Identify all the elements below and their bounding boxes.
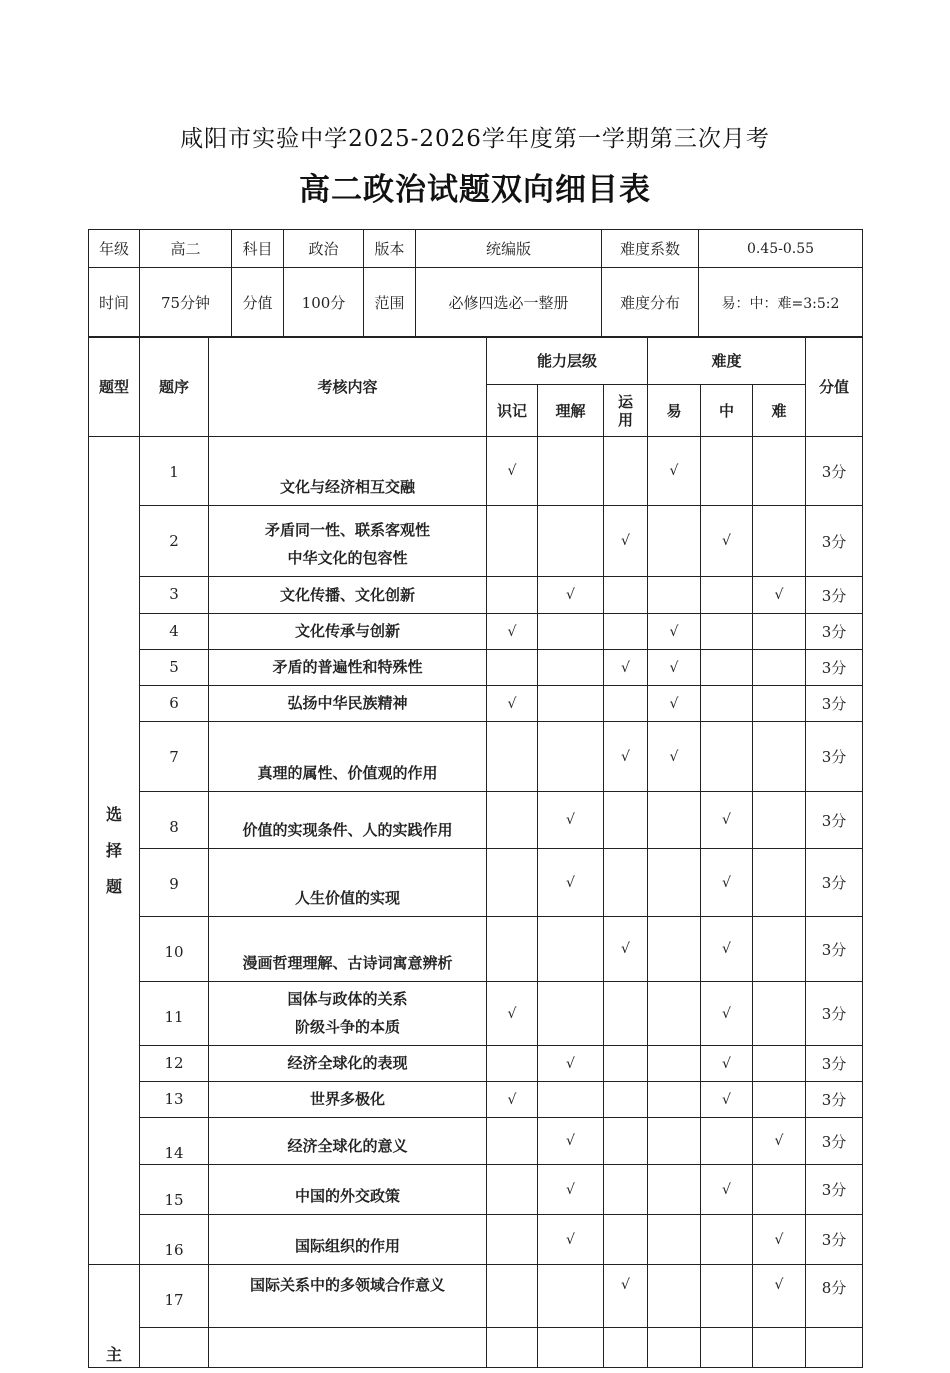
section-subjective-label: 主 — [105, 1345, 122, 1364]
difficulty-coef-label: 难度系数 — [602, 230, 699, 268]
recall-mark — [487, 1215, 538, 1265]
content-line: 国体与政体的关系 — [287, 990, 408, 1008]
distribution-value: 易：中：难=3:5:2 — [699, 268, 863, 338]
recall-mark — [487, 722, 538, 792]
understand-mark — [538, 650, 604, 686]
hard-mark: √ — [753, 577, 806, 614]
page-title: 高二政治试题双向细目表 — [299, 172, 651, 208]
easy-mark: √ — [648, 686, 701, 722]
question-content — [209, 686, 487, 722]
question-number: 17 — [140, 1265, 209, 1328]
section-choice — [89, 437, 140, 1265]
hard-mark — [753, 1165, 806, 1215]
points-value: 100分 — [284, 268, 364, 338]
medium-mark — [701, 1215, 753, 1265]
recall-mark — [487, 1265, 538, 1328]
empty-cell — [701, 1328, 753, 1368]
hard-mark: √ — [753, 1265, 806, 1328]
question-score: 3分 — [806, 506, 863, 577]
understand-mark: √ — [538, 1118, 604, 1165]
header-understand: 理解 — [538, 385, 604, 437]
content-line: 国际关系中的多领域合作意义 — [249, 1276, 445, 1294]
header-recall: 识记 — [487, 385, 538, 437]
understand-mark: √ — [538, 849, 604, 917]
header-apply-char: 运 — [617, 392, 633, 411]
question-score: 3分 — [806, 650, 863, 686]
medium-mark: √ — [701, 1165, 753, 1215]
question-number: 5 — [140, 650, 209, 686]
easy-mark: √ — [648, 722, 701, 792]
apply-mark: √ — [604, 722, 648, 792]
header-content: 考核内容 — [209, 337, 487, 437]
recall-mark — [487, 1118, 538, 1165]
header-ability: 能力层级 — [487, 337, 648, 385]
easy-mark — [648, 1118, 701, 1165]
header-apply-char: 用 — [617, 410, 633, 429]
question-score: 3分 — [806, 1215, 863, 1265]
understand-mark: √ — [538, 1165, 604, 1215]
content-line: 经济全球化的表现 — [287, 1054, 408, 1072]
medium-mark — [701, 686, 753, 722]
question-number: 16 — [140, 1215, 209, 1265]
hard-mark — [753, 792, 806, 849]
apply-mark — [604, 577, 648, 614]
apply-mark — [604, 1118, 648, 1165]
question-content — [209, 506, 487, 577]
content-line: 价值的实现条件、人的实践作用 — [242, 821, 453, 839]
recall-mark: √ — [487, 982, 538, 1046]
hard-mark — [753, 1046, 806, 1082]
header-difficulty: 难度 — [648, 337, 806, 385]
question-content — [209, 722, 487, 792]
header-apply-text — [604, 393, 647, 429]
grade-label: 年级 — [89, 230, 140, 268]
medium-mark — [701, 614, 753, 650]
hard-mark — [753, 686, 806, 722]
recall-mark — [487, 1046, 538, 1082]
hard-mark — [753, 614, 806, 650]
apply-mark — [604, 437, 648, 506]
content-line: 弘扬中华民族精神 — [287, 694, 408, 712]
easy-mark: √ — [648, 614, 701, 650]
apply-mark — [604, 1046, 648, 1082]
recall-mark — [487, 1165, 538, 1215]
recall-mark — [487, 917, 538, 982]
medium-mark — [701, 722, 753, 792]
table-row — [89, 650, 863, 686]
hard-mark — [753, 849, 806, 917]
question-number: 3 — [140, 577, 209, 614]
easy-mark — [648, 849, 701, 917]
apply-mark — [604, 792, 648, 849]
question-content — [209, 1215, 487, 1265]
apply-mark — [604, 982, 648, 1046]
understand-mark — [538, 506, 604, 577]
question-content — [209, 792, 487, 849]
recall-mark: √ — [487, 1082, 538, 1118]
recall-mark: √ — [487, 614, 538, 650]
question-score: 3分 — [806, 1165, 863, 1215]
content-line: 文化传播、文化创新 — [279, 586, 415, 604]
content-line: 经济全球化的意义 — [287, 1137, 408, 1155]
medium-mark — [701, 650, 753, 686]
apply-mark: √ — [604, 917, 648, 982]
table-row — [89, 614, 863, 650]
empty-cell — [140, 1328, 209, 1368]
grade-value: 高二 — [140, 230, 232, 268]
medium-mark: √ — [701, 1046, 753, 1082]
question-number: 1 — [140, 437, 209, 506]
hard-mark — [753, 1082, 806, 1118]
medium-mark — [701, 577, 753, 614]
question-score: 3分 — [806, 917, 863, 982]
scope-label: 范围 — [364, 268, 416, 338]
understand-mark — [538, 1082, 604, 1118]
easy-mark — [648, 506, 701, 577]
content-line: 漫画哲理理解、古诗词寓意辨析 — [242, 954, 453, 972]
recall-mark — [487, 577, 538, 614]
easy-mark — [648, 982, 701, 1046]
medium-mark — [701, 1118, 753, 1165]
understand-mark — [538, 614, 604, 650]
empty-cell — [806, 1328, 863, 1368]
time-label: 时间 — [89, 268, 140, 338]
question-number: 10 — [140, 917, 209, 982]
easy-mark — [648, 1082, 701, 1118]
question-content — [209, 1118, 487, 1165]
understand-mark — [538, 917, 604, 982]
hard-mark — [753, 506, 806, 577]
section-char: 择 — [105, 840, 122, 860]
recall-mark — [487, 849, 538, 917]
content-line: 矛盾的普遍性和特殊性 — [272, 658, 423, 676]
hard-mark — [753, 982, 806, 1046]
understand-mark — [538, 437, 604, 506]
difficulty-coef-value: 0.45-0.55 — [699, 230, 863, 268]
easy-mark — [648, 1046, 701, 1082]
content-line: 世界多极化 — [309, 1090, 385, 1108]
medium-mark: √ — [701, 982, 753, 1046]
understand-mark: √ — [538, 577, 604, 614]
question-score: 3分 — [806, 722, 863, 792]
question-number: 11 — [140, 982, 209, 1046]
hard-mark — [753, 917, 806, 982]
easy-mark — [648, 577, 701, 614]
question-number: 2 — [140, 506, 209, 577]
apply-mark — [604, 1082, 648, 1118]
empty-cell — [209, 1328, 487, 1368]
easy-mark: √ — [648, 437, 701, 506]
apply-mark — [604, 686, 648, 722]
table-row — [89, 1165, 863, 1215]
table-row — [89, 722, 863, 792]
hard-mark: √ — [753, 1118, 806, 1165]
title-line-1: 咸阳市实验中学2025-2026学年度第一学期第三次月考 — [180, 126, 770, 152]
recall-mark — [487, 506, 538, 577]
empty-cell — [487, 1328, 538, 1368]
content-line: 真理的属性、价值观的作用 — [257, 764, 438, 782]
question-number: 8 — [140, 792, 209, 849]
question-number: 13 — [140, 1082, 209, 1118]
easy-mark — [648, 1265, 701, 1328]
question-score: 3分 — [806, 1118, 863, 1165]
hard-mark — [753, 437, 806, 506]
empty-cell — [648, 1328, 701, 1368]
recall-mark — [487, 792, 538, 849]
question-score: 3分 — [806, 1082, 863, 1118]
empty-cell — [538, 1328, 604, 1368]
question-content — [209, 577, 487, 614]
content-line: 国际组织的作用 — [294, 1237, 400, 1255]
question-number: 14 — [140, 1118, 209, 1165]
hard-mark — [753, 722, 806, 792]
table-row — [89, 686, 863, 722]
content-line: 阶级斗争的本质 — [294, 1018, 400, 1036]
table-row — [89, 1046, 863, 1082]
understand-mark — [538, 982, 604, 1046]
easy-mark: √ — [648, 650, 701, 686]
question-score: 3分 — [806, 437, 863, 506]
understand-mark — [538, 1265, 604, 1328]
header-easy: 易 — [648, 385, 701, 437]
understand-mark: √ — [538, 1046, 604, 1082]
medium-mark: √ — [701, 506, 753, 577]
question-score: 3分 — [806, 849, 863, 917]
header-apply — [604, 385, 648, 437]
content-line: 矛盾同一性、联系客观性 — [264, 521, 430, 539]
table-row — [89, 506, 863, 577]
question-content — [209, 1046, 487, 1082]
spec-table — [88, 336, 863, 1368]
content-line: 人生价值的实现 — [294, 889, 400, 907]
hard-mark — [753, 650, 806, 686]
edition-value: 统编版 — [416, 230, 602, 268]
header-medium: 中 — [701, 385, 753, 437]
question-number: 4 — [140, 614, 209, 650]
subject-label: 科目 — [232, 230, 284, 268]
apply-mark — [604, 1165, 648, 1215]
empty-cell — [753, 1328, 806, 1368]
medium-mark: √ — [701, 917, 753, 982]
question-number: 15 — [140, 1165, 209, 1215]
question-score: 3分 — [806, 686, 863, 722]
understand-mark: √ — [538, 1215, 604, 1265]
apply-mark — [604, 614, 648, 650]
question-score: 3分 — [806, 1046, 863, 1082]
medium-mark — [701, 1265, 753, 1328]
medium-mark: √ — [701, 849, 753, 917]
table-row — [89, 917, 863, 982]
header-hard: 难 — [753, 385, 806, 437]
apply-mark: √ — [604, 1265, 648, 1328]
question-number: 12 — [140, 1046, 209, 1082]
easy-mark — [648, 792, 701, 849]
distribution-label: 难度分布 — [602, 268, 699, 338]
table-row — [89, 1215, 863, 1265]
table-row — [89, 1118, 863, 1165]
table-row — [89, 1328, 863, 1368]
apply-mark: √ — [604, 650, 648, 686]
table-row — [89, 1265, 863, 1328]
header-seq: 题序 — [140, 337, 209, 437]
question-content — [209, 1082, 487, 1118]
question-content — [209, 1165, 487, 1215]
medium-mark: √ — [701, 1082, 753, 1118]
question-content — [209, 614, 487, 650]
recall-mark: √ — [487, 686, 538, 722]
scope-value: 必修四选必一整册 — [416, 268, 602, 338]
question-number: 9 — [140, 849, 209, 917]
question-content — [209, 917, 487, 982]
table-row — [89, 982, 863, 1046]
easy-mark — [648, 917, 701, 982]
question-content — [209, 650, 487, 686]
content-line: 文化与经济相互交融 — [279, 478, 415, 496]
medium-mark — [701, 437, 753, 506]
table-row — [89, 577, 863, 614]
question-content — [209, 849, 487, 917]
hard-mark: √ — [753, 1215, 806, 1265]
section-subjective — [89, 1265, 140, 1364]
recall-mark — [487, 650, 538, 686]
question-content — [209, 1265, 487, 1328]
points-label: 分值 — [232, 268, 284, 338]
section-char: 题 — [105, 876, 122, 896]
understand-mark: √ — [538, 792, 604, 849]
edition-label: 版本 — [364, 230, 416, 268]
recall-mark: √ — [487, 437, 538, 506]
content-line: 中华文化的包容性 — [287, 549, 408, 567]
understand-mark — [538, 722, 604, 792]
question-content — [209, 437, 487, 506]
easy-mark — [648, 1165, 701, 1215]
question-score: 3分 — [806, 982, 863, 1046]
content-line: 文化传承与创新 — [294, 622, 400, 640]
info-table — [88, 229, 863, 338]
section-char: 选 — [105, 804, 122, 824]
table-row — [89, 1082, 863, 1118]
question-score: 3分 — [806, 577, 863, 614]
question-score: 3分 — [806, 614, 863, 650]
apply-mark — [604, 849, 648, 917]
question-score: 8分 — [806, 1265, 863, 1328]
easy-mark — [648, 1215, 701, 1265]
content-line: 中国的外交政策 — [294, 1187, 400, 1205]
table-row — [89, 437, 863, 506]
medium-mark: √ — [701, 792, 753, 849]
question-number: 6 — [140, 686, 209, 722]
understand-mark — [538, 686, 604, 722]
question-content — [209, 982, 487, 1046]
apply-mark: √ — [604, 506, 648, 577]
header-type: 题型 — [89, 337, 140, 437]
table-row — [89, 792, 863, 849]
question-number: 7 — [140, 722, 209, 792]
table-row — [89, 849, 863, 917]
subject-value: 政治 — [284, 230, 364, 268]
header-score: 分值 — [806, 337, 863, 437]
time-value: 75分钟 — [140, 268, 232, 338]
question-score: 3分 — [806, 792, 863, 849]
apply-mark — [604, 1215, 648, 1265]
empty-cell — [604, 1328, 648, 1368]
